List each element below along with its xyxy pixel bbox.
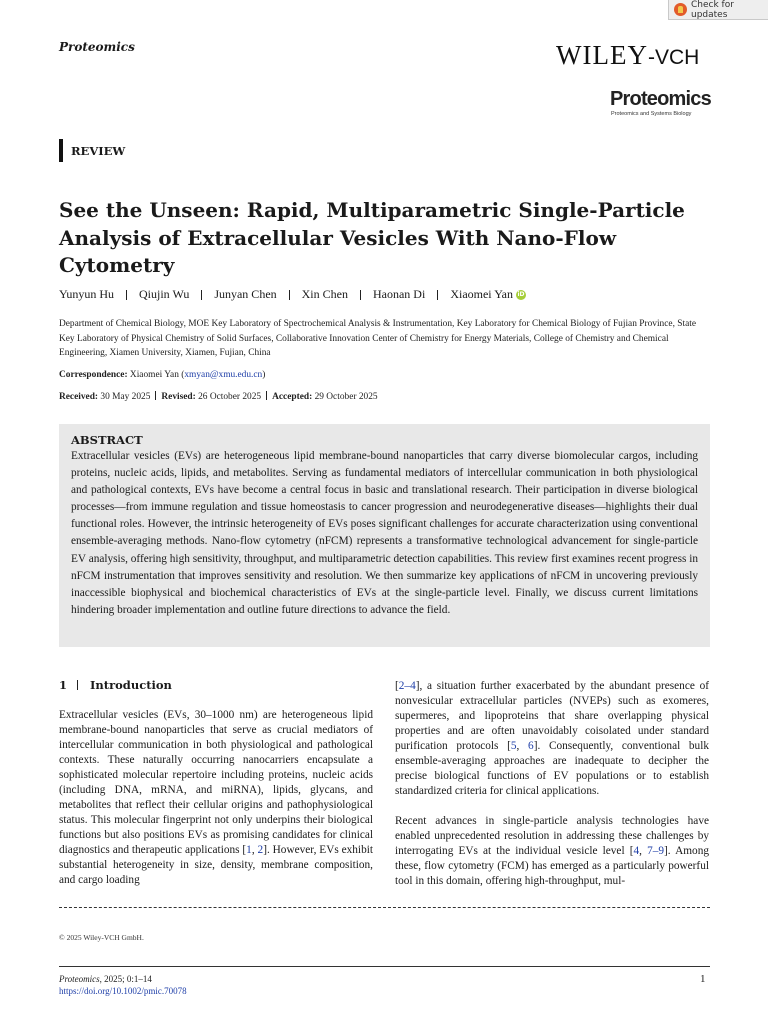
received-label: Received:: [59, 392, 99, 402]
footnote-divider: [59, 907, 710, 908]
abstract-box: [59, 424, 710, 647]
author-name: Qiujin Wu: [139, 287, 190, 301]
date-separator: [155, 391, 156, 400]
date-separator: [266, 391, 267, 400]
correspondence-email-link[interactable]: xmyan@xmu.edu.cn: [184, 370, 263, 380]
author-separator: [437, 290, 438, 300]
doi-link[interactable]: https://doi.org/10.1002/pmic.70078: [59, 986, 187, 996]
body-column-left: [59, 677, 373, 888]
author-separator: [360, 290, 361, 300]
section-number: 1: [59, 678, 68, 692]
author-name: Haonan Di: [372, 287, 426, 301]
article-title: See the Unseen: Rapid, Multiparametric Single-Particle Analysis of Extracellular Vesicles With Nano-Flow Cytometry: [59, 198, 685, 277]
correspondence-name: Xiaomei Yan: [129, 370, 179, 380]
crossmark-icon: [674, 3, 687, 16]
proteomics-journal-subtitle: Proteomics and Systems Biology: [611, 111, 692, 117]
author-name: Junyan Chen: [214, 287, 277, 301]
check-for-updates-label: Check for updates: [691, 0, 734, 20]
abstract-text: Extracellular vesicles (EVs) are heterogeneous lipid membrane-bound nanoparticles that carry diverse biomolecular cargos, including proteins, nucleic acids, lipids, and metabolites. Serving as fundamental mediators of intercellular communication in both physiological and pathological contexts, EVs have become a central focus in basic and translational research. Their participation in diverse biological processes—from immune regulation and tissue homeostasis to cancer progression and neurodegenerative diseases—highlights their dual functional roles. However, the intrinsic heterogeneity of EVs poses significant challenges for accurate characterization using conventional ensemble-averaging methods. Nano-flow cytometry (nFCM) represents a transformative technological advancement for single-particle EV analysis, offering high sensitivity, throughput, and multiparametric detection capabilities. This review first examines recent progress in nFCM instrumentation that improves sensitivity and resolution. We then summarize key applications of nFCM in uncovering previously inaccessible biophysical and biochemical characteristics of EVs at the single-particle level. Finally, we discuss current limitations hindering broader implementation and outline future directions to advance the field.: [71, 450, 698, 616]
body-paragraph: [2–4], a situation further exacerbated by the abundant presence of nonvesicular extracellular particles (NVEPs) such as exomeres, supermeres, and lipoproteins that share overlapping physical properties and are often unavoidably coisolated under standard purification protocols [5, 6]. Consequently, conventional bulk ensemble-averaging approaches are inadequate to decipher the precise biological functions of EV populations or to establish standardized criteria for clinical applications.: [395, 680, 709, 797]
affiliation: Department of Chemical Biology, MOE Key Laboratory of Spectrochemical Analysis & Instrumentation, Key Laboratory for Chemical Biology of Fujian Province, State Key Laboratory of Physical Chemistry of Solid Surfaces, Collaborative Innovation Center of Chemistry for Energy Materials, College of Chemistry and Chemical Engineering, Xiamen University, Xiamen, Fujian, China: [59, 319, 696, 358]
page-number: 1: [700, 973, 706, 985]
citation-link[interactable]: 4: [633, 845, 640, 857]
received-date: 30 May 2025: [100, 392, 151, 402]
wiley-vch-logo: WILEY-VCH: [556, 40, 700, 70]
abstract-heading: ABSTRACT: [71, 433, 143, 447]
author-list: [59, 287, 526, 302]
correspondence-label: Correspondence:: [59, 370, 128, 380]
article-type-label: REVIEW: [59, 139, 125, 162]
check-for-updates-button[interactable]: [668, 0, 768, 20]
body-paragraph: Extracellular vesicles (EVs, 30–1000 nm) are heterogeneous lipid membrane-bound nanoparticles that serve as crucial mediators of intercellular communication in both physiological and pathological contexts. These naturally occurring nanocarriers encapsulate a sophisticated molecular repertoire including proteins, nucleic acids (including DNA, mRNA, and miRNA), lipids, glycans, and metabolites that reflect their cellular origins and pathophysiological status. This molecular fingerprint not only underpins their biological functions but also positions EVs as promising candidates for clinical diagnostics and therapeutic applications [1, 2]. However, EVs exhibit substantial heterogeneity in size, density, membrane composition, and cargo loading: [59, 709, 373, 886]
author-separator: [289, 290, 290, 300]
citation-link[interactable]: 6: [528, 740, 534, 752]
author-separator: [126, 290, 127, 300]
revised-date: 26 October 2025: [198, 392, 262, 402]
dates-line: [59, 391, 378, 402]
citation-link[interactable]: 1: [246, 844, 252, 856]
citation-link[interactable]: 2–4: [398, 680, 416, 692]
section-heading: [59, 677, 373, 693]
citation-link[interactable]: 7–9: [647, 845, 665, 857]
accepted-label: Accepted:: [272, 392, 313, 402]
orcid-icon[interactable]: iD: [517, 290, 525, 298]
footer-divider: [59, 966, 710, 967]
citation-link[interactable]: 2: [257, 844, 264, 856]
author-name: Yunyun Hu: [59, 287, 115, 301]
author-name: Xin Chen: [301, 287, 348, 301]
revised-label: Revised:: [161, 392, 196, 402]
accepted-date: 29 October 2025: [314, 392, 378, 402]
copyright-notice: © 2025 Wiley-VCH GmbH.: [59, 933, 144, 942]
footer-citation: Proteomics, 2025; 0:1–14: [59, 974, 152, 984]
proteomics-journal-logo: Proteomics: [610, 88, 711, 110]
correspondence-line: Correspondence: Xiaomei Yan (xmyan@xmu.edu.cn): [59, 370, 266, 380]
body-paragraph: Recent advances in single-particle analysis technologies have enabled unprecedented resolution in addressing these challenges by interrogating EVs at the individual vesicle level [4, 7–9]. Among these, flow cytometry (FCM) has emerged as a particularly powerful tool in this domain, offering high-throughput, mul-: [395, 815, 710, 887]
author-name: Xiaomei Yan: [450, 287, 513, 301]
body-column-right: [395, 679, 709, 889]
author-separator: [201, 290, 202, 300]
journal-name: Proteomics: [59, 40, 135, 54]
section-title: Introduction: [90, 678, 172, 692]
citation-link[interactable]: 5: [510, 740, 517, 752]
section-separator: [77, 680, 78, 690]
